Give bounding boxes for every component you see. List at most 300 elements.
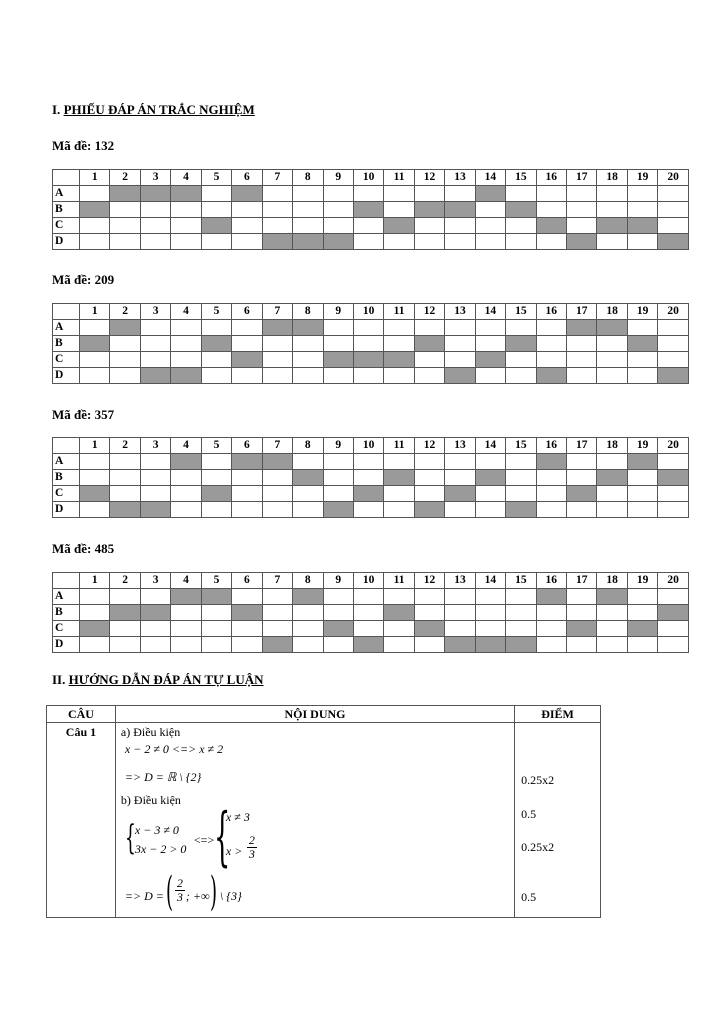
answer-cell [445,589,475,605]
answer-cell [475,486,505,502]
answer-cell [353,470,383,486]
answer-cell [80,470,110,486]
answer-cell [627,486,657,502]
row-letter: A [53,454,80,470]
answer-cell-filled [414,202,444,218]
answer-cell [597,605,627,621]
answer-row-b [53,605,689,621]
answer-cell [506,320,536,336]
question-number: 15 [506,438,536,454]
answer-cell [567,637,597,653]
part-a-condition: x − 2 ≠ 0 <=> x ≠ 2 [124,742,224,756]
answer-cell [293,368,323,384]
answer-cell [80,368,110,384]
answer-cell [323,336,353,352]
answer-cell-filled [140,368,170,384]
answer-cell-filled [201,486,231,502]
answer-cell-filled [293,589,323,605]
answer-cell [171,621,201,637]
answer-cell [506,218,536,234]
exam-code-label: Mã đề: 209 [52,272,115,287]
system-1-top: x − 3 ≠ 0 [134,823,179,837]
answer-cell-filled [110,186,140,202]
corner-cell [53,573,80,589]
answer-cell-filled [353,352,383,368]
answer-cell [445,502,475,518]
answer-cell-filled [597,589,627,605]
answer-cell-filled [232,186,262,202]
essay-answer-table [46,705,601,918]
answer-cell [323,454,353,470]
answer-cell [627,320,657,336]
domain-exclusion: \ {3} [219,889,242,903]
answer-cell-filled [262,454,292,470]
answer-cell [475,605,505,621]
answer-cell [445,621,475,637]
answer-cell [475,454,505,470]
answer-cell [262,589,292,605]
answer-cell [140,218,170,234]
answer-cell [445,352,475,368]
answer-cell [140,320,170,336]
answer-cell [140,336,170,352]
answer-row-d [53,502,689,518]
domain-fraction [175,877,185,904]
corner-cell [53,438,80,454]
answer-cell [262,186,292,202]
answer-cell [171,234,201,250]
question-number: 5 [201,573,231,589]
brace-left-1: { [124,818,136,858]
answer-cell [353,502,383,518]
section-2-title: HƯỚNG DẪN ĐÁP ÁN TỰ LUẬN [68,672,264,687]
question-number: 12 [414,438,444,454]
answer-cell [567,218,597,234]
answer-cell-filled [171,368,201,384]
header-diem: ĐIỂM [515,706,601,723]
answer-cell [475,621,505,637]
answer-cell [140,621,170,637]
question-number: 8 [293,170,323,186]
question-number: 8 [293,304,323,320]
question-number: 19 [627,170,657,186]
answer-cell-filled [506,637,536,653]
answer-cell [384,589,414,605]
answer-cell [353,186,383,202]
answer-cell [597,486,627,502]
question-number: 8 [293,573,323,589]
answer-cell [597,621,627,637]
row-letter: B [53,470,80,486]
answer-cell-filled [445,202,475,218]
answer-cell-filled [323,621,353,637]
question-number: 3 [140,170,170,186]
answer-cell [597,502,627,518]
answer-cell [536,320,566,336]
answer-cell [323,486,353,502]
question-number: 15 [506,170,536,186]
answer-cell [262,502,292,518]
question-number: 18 [597,438,627,454]
answer-cell [110,486,140,502]
answer-cell [232,637,262,653]
answer-cell [140,470,170,486]
answer-cell-filled [536,454,566,470]
answer-cell [567,336,597,352]
answer-cell [293,186,323,202]
answer-cell [658,320,689,336]
exam-code-label: Mã đề: 357 [52,407,115,422]
answer-cell [658,186,689,202]
answer-cell [262,336,292,352]
answer-cell [140,486,170,502]
essay-header-row [47,706,601,723]
answer-cell [445,470,475,486]
answer-cell [80,186,110,202]
question-number: 4 [171,170,201,186]
answer-cell [384,502,414,518]
answer-cell-filled [80,486,110,502]
row-letter: D [53,234,80,250]
answer-cell [171,470,201,486]
answer-cell [658,352,689,368]
answer-cell [201,454,231,470]
answer-cell [536,470,566,486]
domain-fraction-numerator: 2 [176,876,183,890]
question-number: 5 [201,170,231,186]
answer-cell-filled [567,234,597,250]
answer-cell [80,589,110,605]
answer-cell [201,202,231,218]
answer-cell [597,368,627,384]
answer-cell-filled [597,320,627,336]
answer-cell [567,352,597,368]
answer-cell-filled [384,470,414,486]
answer-cell [80,637,110,653]
answer-cell [80,352,110,368]
answer-cell [658,202,689,218]
answer-cell [323,368,353,384]
question-number: 13 [445,304,475,320]
answer-cell-filled [353,202,383,218]
answer-cell [384,320,414,336]
answer-cell [323,186,353,202]
answer-cell [293,502,323,518]
answer-cell [110,589,140,605]
answer-cell-filled [232,454,262,470]
answer-cell [353,605,383,621]
question-number: 9 [323,438,353,454]
question-number: 14 [475,573,505,589]
answer-cell [506,470,536,486]
answer-cell [232,218,262,234]
answer-cell [171,320,201,336]
question-number: 1 [80,304,110,320]
answer-row-b [53,336,689,352]
question-number: 1 [80,438,110,454]
answer-cell-filled [384,218,414,234]
answer-cell [110,368,140,384]
question-number: 6 [232,573,262,589]
answer-header-row [53,170,689,186]
answer-cell [80,502,110,518]
answer-cell [536,352,566,368]
answer-cell [201,234,231,250]
answer-cell [353,368,383,384]
answer-cell-filled [293,234,323,250]
answer-cell [293,486,323,502]
answer-cell [262,621,292,637]
equivalence-sign: <=> [193,833,215,847]
row-letter: D [53,637,80,653]
answer-cell [567,202,597,218]
question-number: 3 [140,304,170,320]
question-number: 2 [110,438,140,454]
answer-cell-filled [323,234,353,250]
answer-cell [658,637,689,653]
question-number: 14 [475,438,505,454]
answer-cell-filled [658,470,689,486]
answer-cell [567,454,597,470]
answer-cell [323,202,353,218]
answer-cell [262,486,292,502]
answer-row-a [53,454,689,470]
answer-cell [475,368,505,384]
answer-cell [262,605,292,621]
row-letter: C [53,486,80,502]
row-letter: A [53,186,80,202]
answer-cell [384,368,414,384]
question-number: 2 [110,304,140,320]
row-letter: B [53,605,80,621]
question-number: 7 [262,304,292,320]
answer-cell [232,320,262,336]
answer-cell [475,218,505,234]
answer-cell-filled [171,589,201,605]
answer-cell [201,368,231,384]
answer-cell [171,202,201,218]
answer-cell [110,621,140,637]
answer-cell [414,637,444,653]
answer-cell [353,621,383,637]
answer-cell-filled [506,202,536,218]
question-number: 18 [597,304,627,320]
answer-cell [627,637,657,653]
question-number: 6 [232,438,262,454]
question-number: 10 [353,170,383,186]
answer-cell-filled [506,502,536,518]
answer-cell-filled [110,320,140,336]
answer-cell [414,186,444,202]
answer-cell [384,621,414,637]
answer-cell [414,470,444,486]
question-number: 5 [201,438,231,454]
answer-cell [536,486,566,502]
header-cau: CÂU [47,706,116,723]
answer-cell-filled [567,621,597,637]
question-number: 7 [262,438,292,454]
answer-cell [506,621,536,637]
answer-cell [597,637,627,653]
answer-cell-filled [110,502,140,518]
answer-cell [262,368,292,384]
row-letter: A [53,320,80,336]
question-number: 13 [445,438,475,454]
answer-cell [658,486,689,502]
answer-cell [293,202,323,218]
answer-cell [414,486,444,502]
answer-row-b [53,470,689,486]
answer-table [52,437,689,518]
answer-cell [475,336,505,352]
answer-cell [597,186,627,202]
question-number: 15 [506,304,536,320]
question-number: 13 [445,170,475,186]
question-number: 18 [597,573,627,589]
answer-cell [140,234,170,250]
domain-fraction-denominator: 3 [176,890,183,904]
question-number: 15 [506,573,536,589]
part-b-label: b) Điều kiện [120,793,181,807]
answer-cell [627,202,657,218]
answer-cell [627,502,657,518]
part-a-domain: => D = ℝ \ {2} [124,770,202,784]
answer-cell [475,202,505,218]
row-letter: B [53,336,80,352]
answer-cell [627,368,657,384]
answer-cell-filled [475,186,505,202]
answer-cell-filled [201,218,231,234]
answer-cell [110,470,140,486]
corner-cell [53,304,80,320]
answer-cell [384,336,414,352]
answer-cell [658,621,689,637]
answer-cell-filled [627,218,657,234]
answer-cell [323,637,353,653]
row-letter: A [53,589,80,605]
answer-cell [293,218,323,234]
brace-left-2: { [213,800,231,874]
question-number: 5 [201,304,231,320]
answer-cell [353,454,383,470]
answer-cell [414,234,444,250]
answer-cell [658,218,689,234]
question-number: 10 [353,573,383,589]
answer-cell [110,218,140,234]
answer-cell [201,605,231,621]
answer-cell [171,352,201,368]
answer-cell [506,352,536,368]
question-number: 11 [384,304,414,320]
answer-cell-filled [293,470,323,486]
answer-cell [201,470,231,486]
answer-cell [323,470,353,486]
answer-cell-filled [627,454,657,470]
system-2-bottom: x > [225,844,243,858]
answer-cell-filled [445,637,475,653]
answer-cell [140,352,170,368]
answer-cell-filled [536,589,566,605]
answer-cell [445,234,475,250]
answer-cell [658,336,689,352]
answer-cell [445,605,475,621]
answer-row-c [53,621,689,637]
answer-cell [171,605,201,621]
answer-cell [475,320,505,336]
row-letter: B [53,202,80,218]
answer-cell [445,218,475,234]
answer-cell [414,352,444,368]
part-b-domain-lhs: => D = [124,889,164,903]
answer-cell-filled [567,320,597,336]
answer-cell [536,336,566,352]
question-number: 6 [232,304,262,320]
question-number: 19 [627,438,657,454]
answer-cell [567,502,597,518]
points-1: 0.25x2 [521,773,555,787]
answer-cell [475,234,505,250]
answer-cell-filled [110,605,140,621]
question-number: 16 [536,170,566,186]
question-number: 17 [567,304,597,320]
answer-cell [110,234,140,250]
answer-cell [627,589,657,605]
answer-cell-filled [597,218,627,234]
section-2-heading [52,672,264,688]
question-number: 14 [475,304,505,320]
answer-row-c [53,486,689,502]
answer-cell-filled [414,502,444,518]
answer-cell [506,186,536,202]
question-number: 17 [567,573,597,589]
answer-table [52,169,689,250]
answer-cell [140,202,170,218]
question-number: 4 [171,573,201,589]
fraction-denominator: 3 [248,847,255,861]
question-number: 12 [414,170,444,186]
question-label: Câu 1 [65,725,97,739]
answer-cell [506,589,536,605]
answer-cell [232,502,262,518]
answer-cell-filled [262,320,292,336]
answer-cell [597,352,627,368]
answer-cell [232,470,262,486]
question-number: 2 [110,170,140,186]
question-number: 20 [658,170,689,186]
answer-cell-filled [414,621,444,637]
answer-cell-filled [384,605,414,621]
answer-cell [80,234,110,250]
answer-cell-filled [658,605,689,621]
answer-cell [536,186,566,202]
answer-row-b [53,202,689,218]
question-number: 11 [384,573,414,589]
answer-cell-filled [475,470,505,486]
answer-cell [567,368,597,384]
question-number: 12 [414,573,444,589]
answer-cell [201,637,231,653]
answer-cell [110,336,140,352]
answer-cell [658,454,689,470]
answer-cell [475,589,505,605]
answer-cell [232,202,262,218]
answer-cell [171,486,201,502]
row-letter: C [53,352,80,368]
domain-infinity: ; +∞ [185,889,210,903]
answer-cell-filled [171,454,201,470]
part-a-label: a) Điều kiện [120,725,181,739]
answer-cell [536,234,566,250]
